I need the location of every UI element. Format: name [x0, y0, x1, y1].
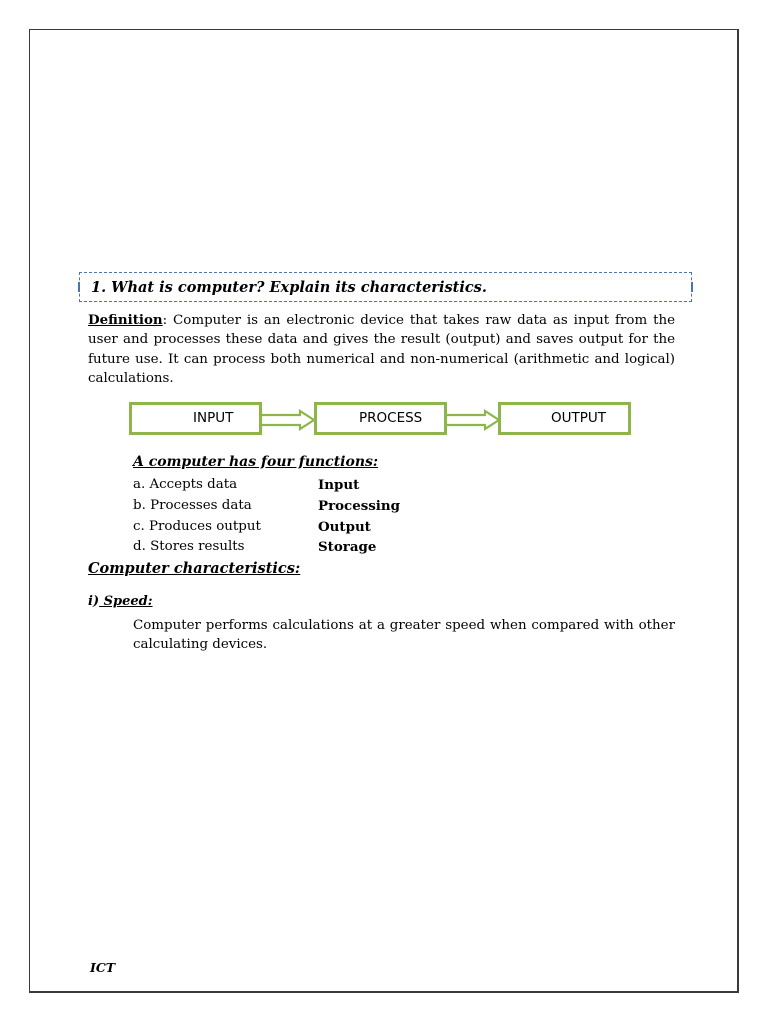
- functions-title: A computer has four functions:: [133, 454, 379, 470]
- definition-label: Definition: [88, 312, 163, 328]
- flow-arrow-1-icon: [260, 409, 316, 431]
- function-description: b. Processes data: [133, 498, 252, 513]
- definition-text: Computer is an electronic device that takes raw data as input from the user and processes these data and gives the result (output) and saves output for the future use. It can process both numerical and non-numerical (arithmetic and logical) calculations.: [88, 313, 675, 386]
- speed-title: Speed:: [99, 594, 153, 609]
- flow-box-input: [129, 402, 262, 435]
- definition-separator: :: [162, 313, 168, 328]
- function-description: c. Produces output: [133, 519, 261, 534]
- function-name: Output: [318, 519, 371, 535]
- definition-paragraph: [88, 311, 675, 388]
- function-name: Input: [318, 477, 360, 493]
- characteristics-title: Computer characteristics:: [88, 560, 301, 577]
- footer-label: ICT: [90, 960, 116, 975]
- speed-subheading: [88, 594, 153, 609]
- speed-prefix: i): [88, 594, 100, 609]
- heading-box: [79, 272, 692, 302]
- question-heading: 1. What is computer? Explain its characteristics.: [91, 279, 487, 296]
- flow-label-process: PROCESS: [359, 410, 423, 426]
- function-name: Storage: [318, 539, 377, 555]
- flow-box-process: [314, 402, 447, 435]
- speed-description: Computer performs calculations at a greater speed when compared with other calculating devices.: [133, 618, 675, 653]
- function-description: a. Accepts data: [133, 477, 238, 492]
- flow-label-input: INPUT: [193, 410, 234, 426]
- function-name: Processing: [318, 498, 400, 514]
- flow-label-output: OUTPUT: [551, 410, 607, 426]
- heading-box-handle-right: [691, 282, 693, 292]
- heading-box-handle-left: [78, 282, 80, 292]
- flow-arrow-2-icon: [445, 409, 501, 431]
- flow-box-output: [498, 402, 631, 435]
- function-description: d. Stores results: [133, 539, 245, 554]
